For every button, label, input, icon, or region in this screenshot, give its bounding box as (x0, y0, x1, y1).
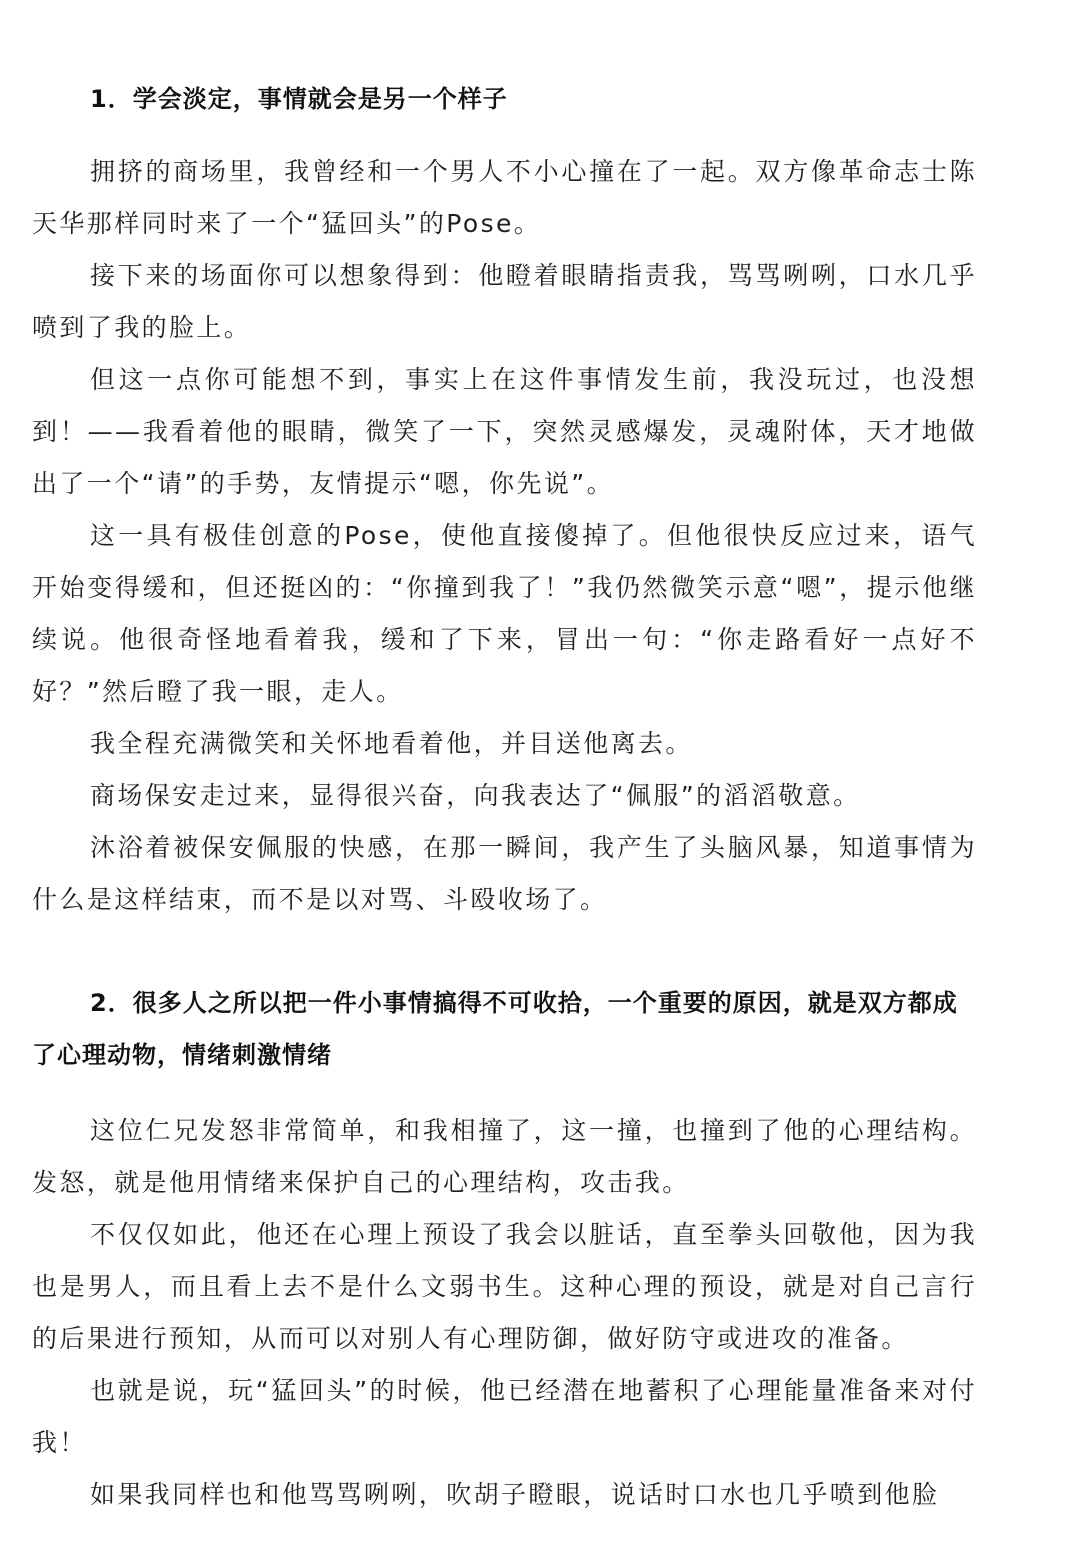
paragraph: 这位仁兄发怒非常简单，和我相撞了，这一撞，也撞到了他的心理结构。发怒，就是他用情绪来保护自己的心理结构，攻击我。 (32, 1116, 977, 1197)
paragraph: 拥挤的商场里，我曾经和一个男人不小心撞在了一起。双方像革命志士陈天华那样同时来了一个“猛回头”的Pose。 (32, 157, 977, 238)
section-heading-1: 1．学会淡定，事情就会是另一个样子 (90, 85, 508, 113)
paragraph: 也就是说，玩“猛回头”的时候，他已经潜在地蓄积了心理能量准备来对付我！ (32, 1376, 977, 1457)
paragraph: 但这一点你可能想不到，事实上在这件事情发生前，我没玩过，也没想到！——我看着他的眼睛，微笑了一下，突然灵感爆发，灵魂附体，天才地做出了一个“请”的手势，友情提示“嗯，你先说”。 (32, 365, 977, 498)
paragraph: 不仅仅如此，他还在心理上预设了我会以脏话，直至拳头回敬他，因为我也是男人，而且看上去不是什么文弱书生。这种心理的预设，就是对自己言行的后果进行预知，从而可以对别人有心理防御，做好防守或进攻的准备。 (32, 1220, 977, 1353)
paragraph: 这一具有极佳创意的Pose，使他直接傻掉了。但他很快反应过来，语气开始变得缓和，但还挺凶的：“你撞到我了！”我仍然微笑示意“嗯”，提示他继续说。他很奇怪地看着我，缓和了下来，冒出一句：“你走路看好一点好不好？”然后瞪了我一眼，走人。 (32, 521, 977, 706)
section-heading-2: 2．很多人之所以把一件小事情搞得不可收拾，一个重要的原因，就是双方都成了心理动物，情绪刺激情绪 (32, 989, 958, 1069)
paragraph: 我全程充满微笑和关怀地看着他，并目送他离去。 (90, 729, 693, 758)
paragraph: 如果我同样也和他骂骂咧咧，吹胡子瞪眼，说话时口水也几乎喷到他脸 (90, 1480, 940, 1509)
paragraph: 接下来的场面你可以想象得到：他瞪着眼睛指责我，骂骂咧咧，口水几乎喷到了我的脸上。 (32, 261, 977, 342)
paragraph: 商场保安走过来，显得很兴奋，向我表达了“佩服”的滔滔敬意。 (90, 781, 861, 810)
paragraph: 沐浴着被保安佩服的快感，在那一瞬间，我产生了头脑风暴，知道事情为什么是这样结束，而不是以对骂、斗殴收场了。 (32, 833, 977, 914)
